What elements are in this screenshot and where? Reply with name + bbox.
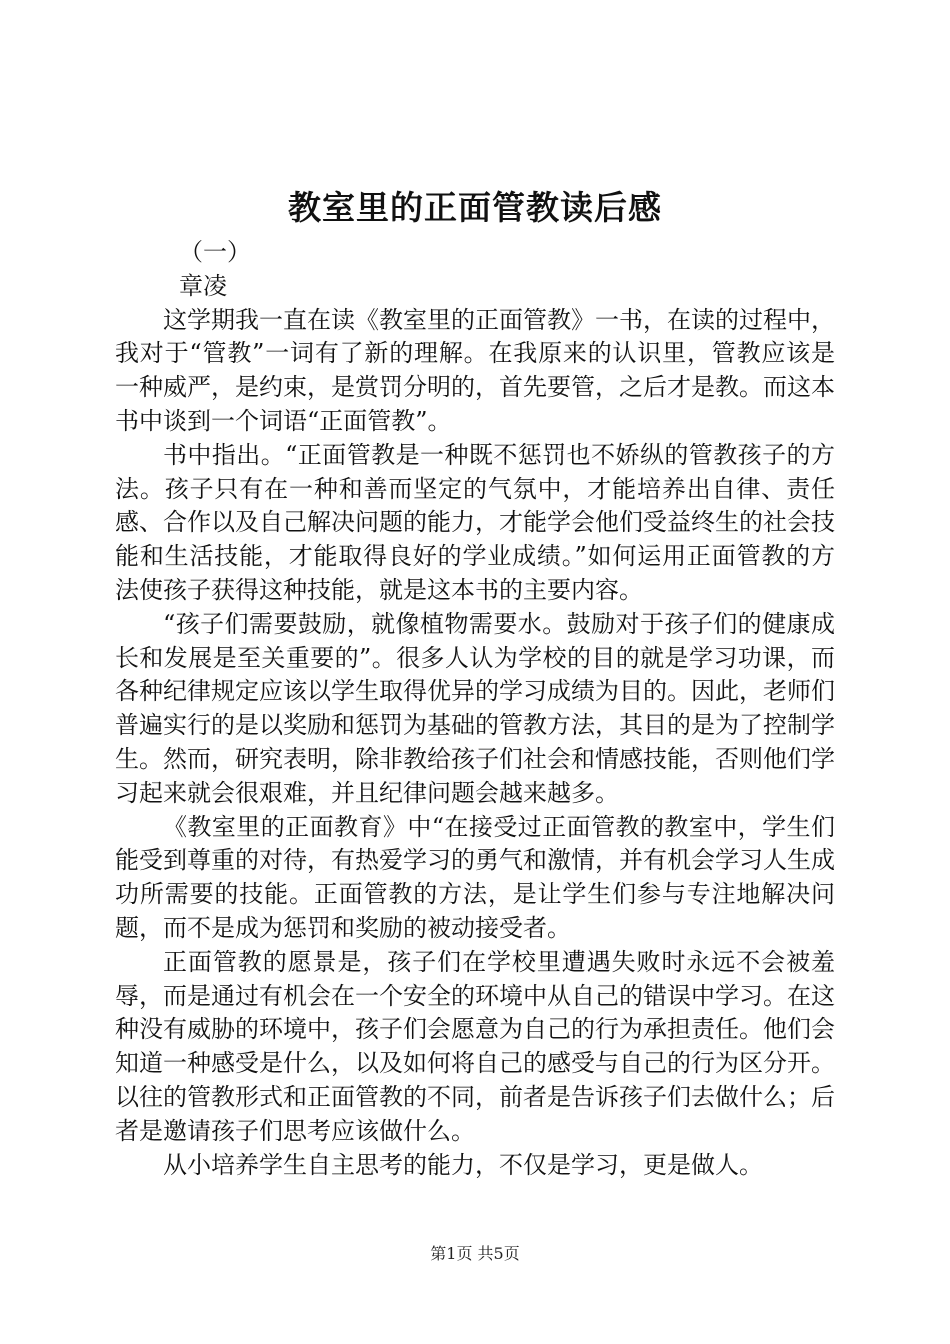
paragraph: 从小培养学生自主思考的能力，不仅是学习，更是做人。 (163, 1150, 763, 1179)
paragraph: 这学期我一直在读《教室里的正面管教》一书，在读的过程中，我对于“管教”一词有了新的理解。在我原来的认识里，管教应该是一种威严，是约束，是赏罚分明的，首先要管，之后才是教。而这本书中谈到一个词语“正面管教”。 (115, 305, 835, 435)
paragraph: 正面管教的愿景是，孩子们在学校里遭遇失败时永远不会被羞辱，而是通过有机会在一个安全的环境中从自己的错误中学习。在这种没有威胁的环境中，孩子们会愿意为自己的行为承担责任。他们会知道一种感受是什么，以及如何将自己的感受与自己的行为区分开。以往的管教形式和正面管教的不同，前者是告诉孩子们去做什么；后者是邀请孩子们思考应该做什么。 (115, 947, 835, 1145)
author-name: 章凌 (179, 271, 227, 300)
document-body (115, 236, 835, 1182)
section-label: （一） (179, 238, 251, 266)
paragraph: “孩子们需要鼓励，就像植物需要水。鼓励对于孩子们的健康成长和发展是至关重要的”。很多人认为学校的目的就是学习功课，而各种纪律规定应该以学生取得优异的学习成绩为目的。因此，老师们普遍实行的是以奖励和惩罚为基础的管教方法，其目的是为了控制学生。然而，研究表明，除非教给孩子们社会和情感技能，否则他们学习起来就会很艰难，并且纪律问题会越来越多。 (115, 609, 835, 807)
paragraph: 书中指出。“正面管教是一种既不惩罚也不娇纵的管教孩子的方法。孩子只有在一种和善而坚定的气氛中，才能培养出自律、责任感、合作以及自己解决问题的能力，才能学会他们受益终生的社会技能和生活技能，才能取得良好的学业成绩。”如何运用正面管教的方法使孩子获得这种技能，就是这本书的主要内容。 (115, 440, 835, 604)
page-footer: 第1页 共5页 (430, 1244, 520, 1263)
paragraph: 《教室里的正面教育》中“在接受过正面管教的教室中，学生们能受到尊重的对待，有热爱学习的勇气和激情，并有机会学习人生成功所需要的技能。正面管教的方法，是让学生们参与专注地解决问题，而不是成为惩罚和奖励的被动接受者。 (115, 812, 835, 942)
document-title: 教室里的正面管教读后感 (288, 188, 662, 227)
